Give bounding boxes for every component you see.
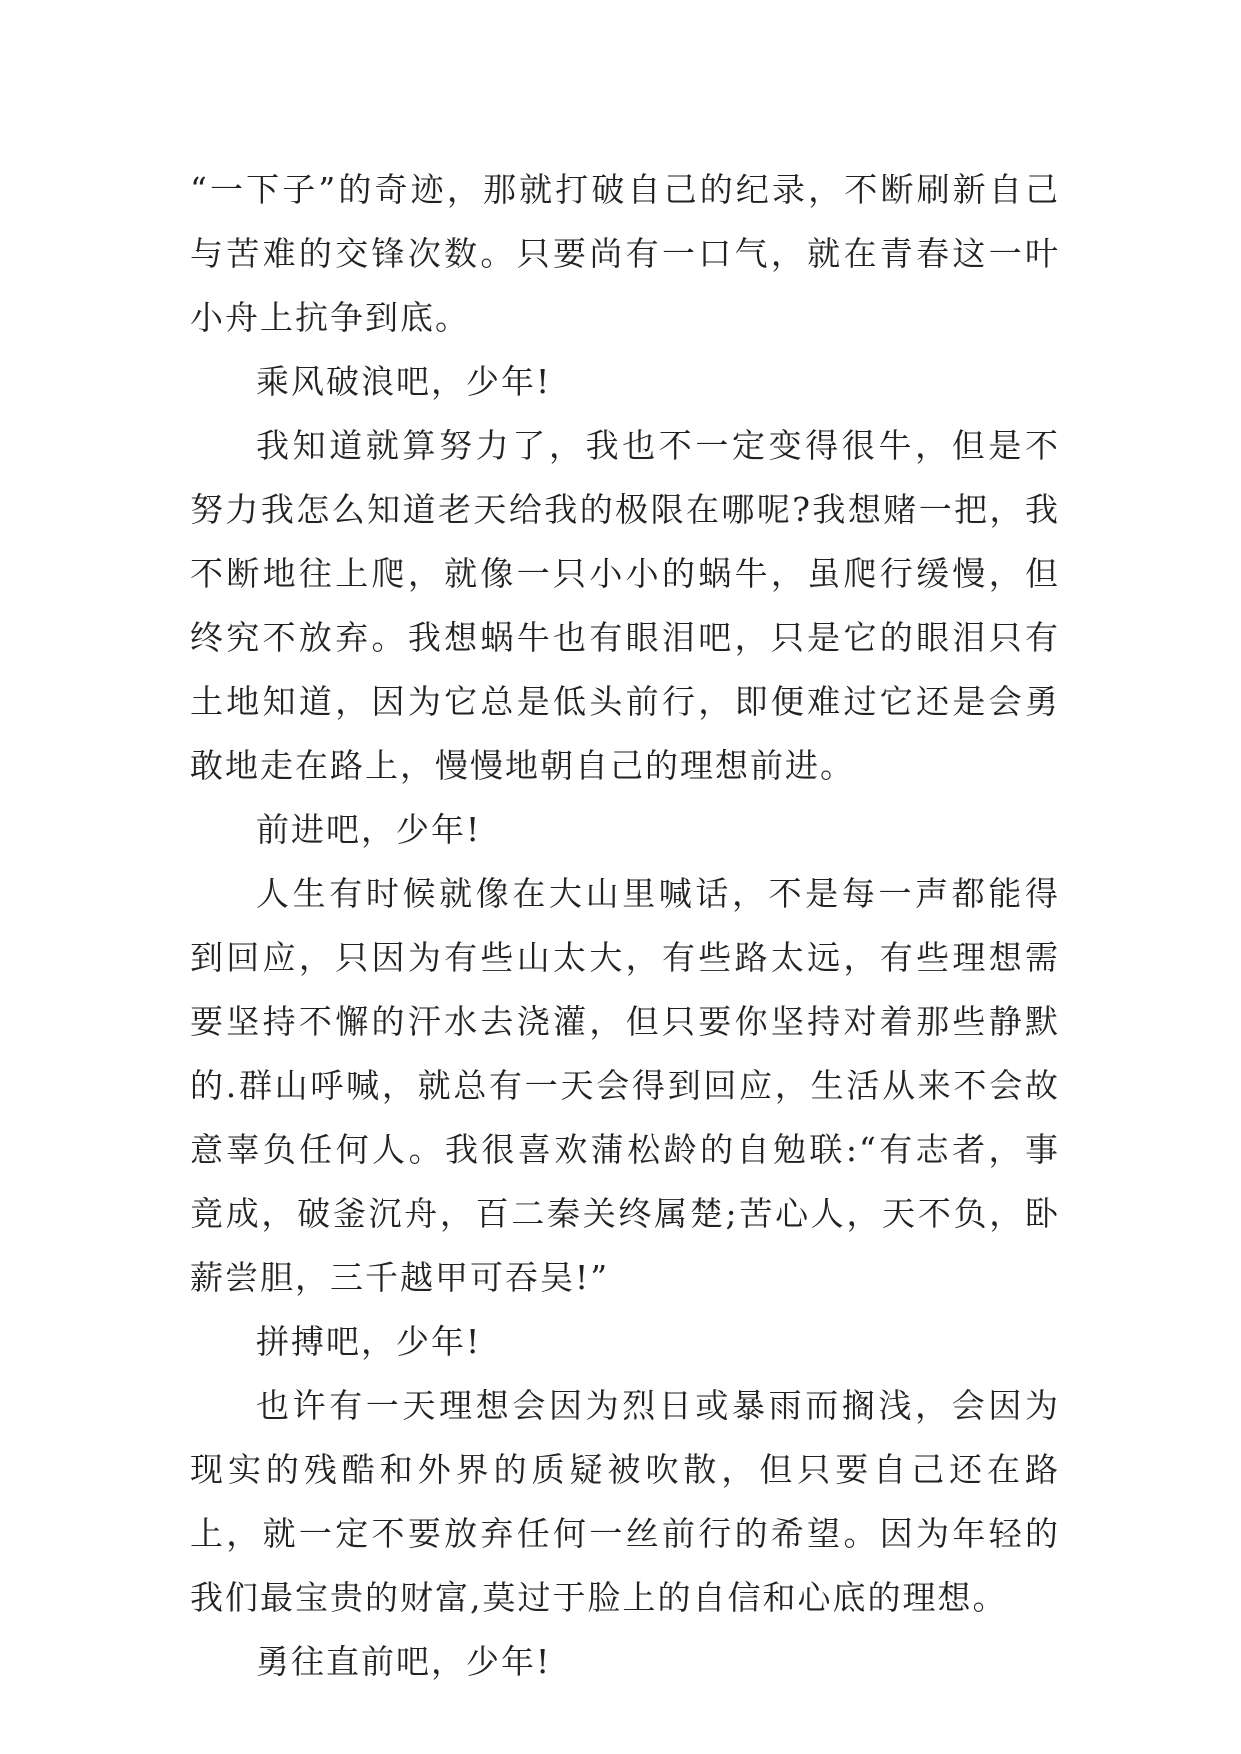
paragraph-exclamation: 勇往直前吧，少年! bbox=[256, 1642, 552, 1681]
paragraph-exclamation: 拼搏吧，少年! bbox=[256, 1322, 482, 1361]
paragraph-exclamation: 乘风破浪吧，少年! bbox=[256, 362, 552, 401]
paragraph-continuation: “一下子”的奇迹，那就打破自己的纪录，不断刷新自己与苦难的交锋次数。只要尚有一口气，就在青春这一叶小舟上抗争到底。 bbox=[190, 170, 1060, 337]
paragraph-snail: 我知道就算努力了，我也不一定变得很牛，但是不努力我怎么知道老天给我的极限在哪呢?我想赌一把，我不断地往上爬，就像一只小小的蜗牛，虽爬行缓慢，但终究不放弃。我想蜗牛也有眼泪吧，只是它的眼泪只有土地知道，因为它总是低头前行，即便难过它还是会勇敢地走在路上，慢慢地朝自己的理想前进。 bbox=[190, 426, 1060, 785]
paragraph-ideal: 也许有一天理想会因为烈日或暴雨而搁浅，会因为现实的残酷和外界的质疑被吹散，但只要自己还在路上，就一定不要放弃任何一丝前行的希望。因为年轻的我们最宝贵的财富,莫过于脸上的自信和心底的理想。 bbox=[190, 1386, 1060, 1617]
body-text bbox=[190, 158, 1060, 1694]
paragraph-exclamation: 前进吧，少年! bbox=[256, 810, 482, 849]
paragraph-mountain: 人生有时候就像在大山里喊话，不是每一声都能得到回应，只因为有些山太大，有些路太远，有些理想需要坚持不懈的汗水去浇灌，但只要你坚持对着那些静默的.群山呼喊，就总有一天会得到回应，生活从来不会故意辜负任何人。我很喜欢蒲松龄的自勉联:“有志者，事竟成，破釜沉舟，百二秦关终属楚;苦心人，天不负，卧薪尝胆，三千越甲可吞吴!” bbox=[190, 874, 1060, 1297]
